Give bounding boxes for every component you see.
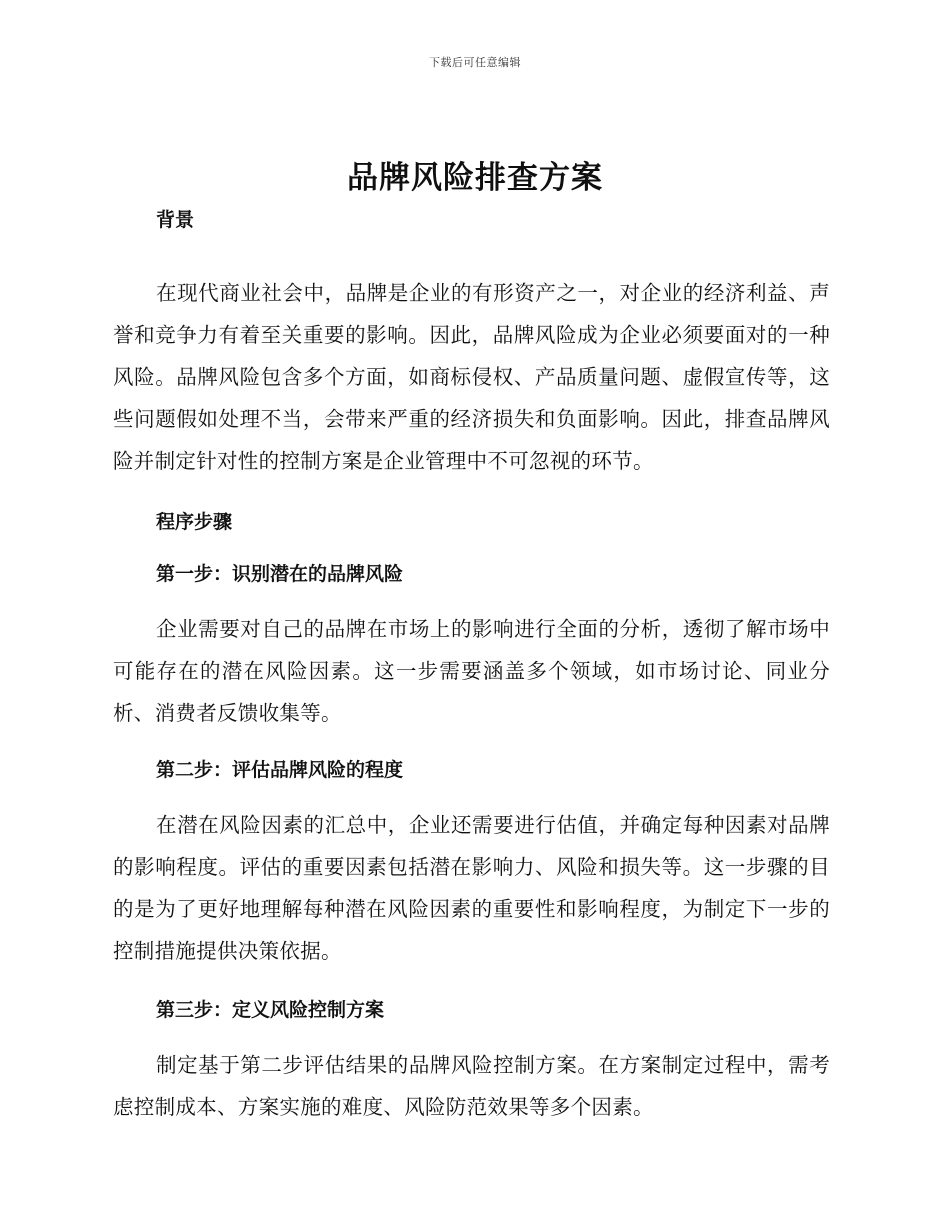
step-heading-1: 第一步：识别潜在的品牌风险 <box>156 563 404 585</box>
document-body <box>113 206 830 1128</box>
paragraph-step-1: 企业需要对自己的品牌在市场上的影响进行全面的分析，透彻了解市场中可能存在的潜在风险因素。这一步需要涵盖多个领域，如市场讨论、同业分析、消费者反馈收集等。 <box>113 617 830 725</box>
document-title: 品牌风险排查方案 <box>347 160 603 196</box>
paragraph-step-2: 在潜在风险因素的汇总中，企业还需要进行估值，并确定每种因素对品牌的影响程度。评估的重要因素包括潜在影响力、风险和损失等。这一步骤的目的是为了更好地理解每种潜在风险因素的重要性和影响程度，为制定下一步的控制措施提供决策依据。 <box>113 813 830 963</box>
section-heading-procedure: 程序步骤 <box>156 511 233 533</box>
header-note: 下载后可任意编辑 <box>429 56 521 69</box>
step-heading-3: 第三步：定义风险控制方案 <box>156 999 385 1021</box>
step-heading-2: 第二步：评估品牌风险的程度 <box>156 759 404 781</box>
paragraph-step-3: 制定基于第二步评估结果的品牌风险控制方案。在方案制定过程中，需考虑控制成本、方案实施的难度、风险防范效果等多个因素。 <box>113 1053 830 1119</box>
section-heading-background: 背景 <box>156 209 195 231</box>
paragraph-background: 在现代商业社会中，品牌是企业的有形资产之一，对企业的经济利益、声誉和竞争力有着至关重要的影响。因此，品牌风险成为企业必须要面对的一种风险。品牌风险包含多个方面，如商标侵权、产品质量问题、虚假宣传等，这些问题假如处理不当，会带来严重的经济损失和负面影响。因此，排查品牌风险并制定针对性的控制方案是企业管理中不可忽视的环节。 <box>113 281 830 473</box>
